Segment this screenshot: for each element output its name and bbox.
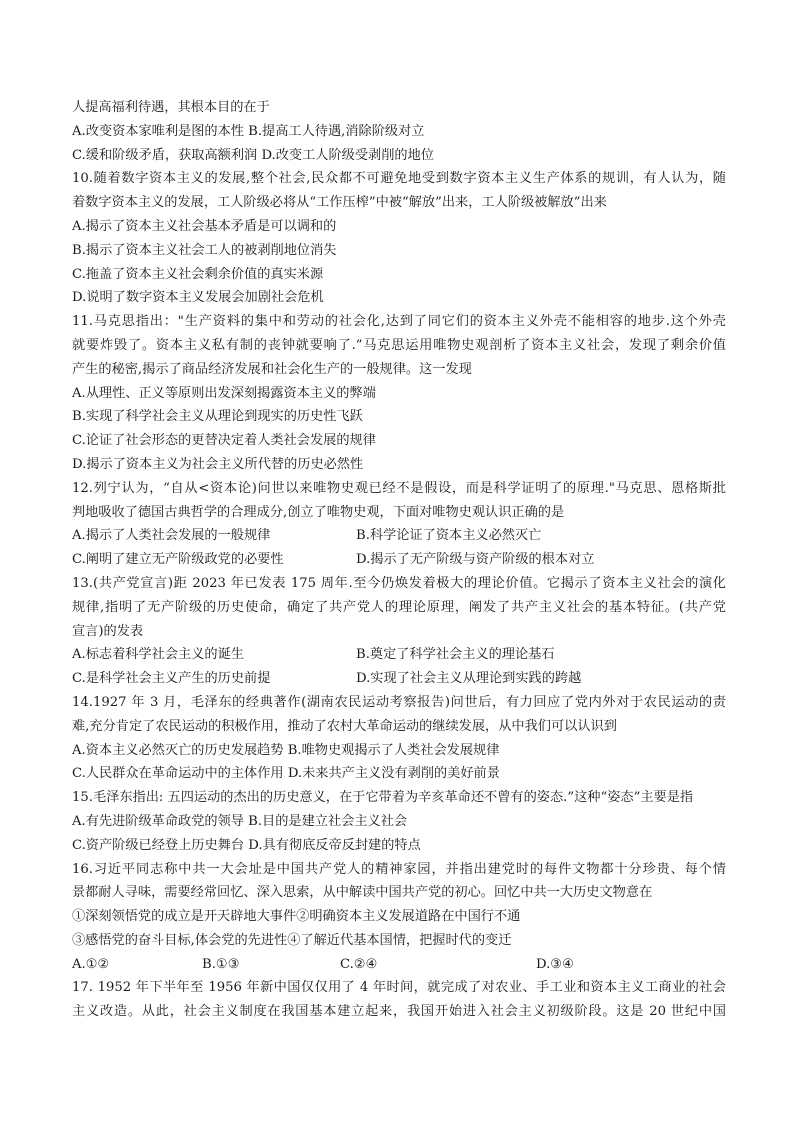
question-11-option-d: D.揭示了资本主义为社会主义所代替的历史必然性: [72, 456, 364, 472]
question-10-option-c: C.拖盖了资本主义社会剩余价值的真实米源: [72, 266, 324, 282]
question-11-stem: 就要炸毁了。资本主义私有制的丧钟就要响了.”马克思运用唯物史观剖析了资本主义社会，发现了剩余价值: [72, 337, 726, 353]
question-12-option-d: D.揭示了无产阶级与资产阶级的根本对立: [356, 552, 595, 568]
question-13-stem: 规律,指明了无产阶级的历史使命，确定了共产党人的理论原理，阐发了共产主义社会的基本特征。(共产党: [72, 599, 726, 615]
question-14-options-ab: A.资本主义必然灭亡的历史发展趋势 B.唯物史观揭示了人类社会发展规律: [72, 742, 500, 758]
question-14-stem: 14.1927 年 3 月，毛泽东的经典著作(湖南农民运动考察报告)问世后，有力回应了党内外对于农民运动的责: [72, 694, 726, 710]
question-16-stem: 16.习近平同志称中共一大会址是中国共产党人的精神家园，并指出建党时的每件文物都十分珍贵、每个情: [72, 861, 726, 877]
question-13-option-b: B.奠定了科学社会主义的理论基石: [356, 647, 555, 663]
question-12-stem: 判地吸收了德国古典哲学的合理成分,创立了唯物史观，下面对唯物史观认识正确的是: [72, 504, 565, 520]
question-12-option-b: B.科学论证了资本主义必然灭亡: [356, 528, 542, 544]
question-13-stem: 13.(共产党宣言)距 2023 年已发表 175 周年.至今仍焕发着极大的理论价值。它揭示了资本主义社会的演化: [72, 575, 726, 591]
question-11-stem: 11.马克思指出："生产资料的集中和劳动的社会化,达到了同它们的资本主义外壳不能相容的地步.这个外壳: [72, 314, 726, 330]
question-12-stem: 12.列宁认为，“自从<资本论)问世以来唯物史观已经不是假设，而是科学证明了的原理."马克思、恩格斯批: [72, 480, 726, 496]
question-15-stem: 15.毛泽东指出: 五四运动的杰出的历史意义，在于它带着为辛亥革命还不曾有的姿态.”这种“姿态”主要是指: [72, 790, 694, 806]
question-13-option-c: C.是科学社会主义产生的历史前提: [72, 671, 271, 687]
question-9-stem-tail: 人提高福利待遇，其根本目的在于: [72, 100, 270, 115]
question-11-option-a: A.从理性、正义等原则出发深刻揭露资本主义的弊端: [72, 385, 376, 401]
question-11-option-b: B.实现了科学社会主义从理论到现实的历史性飞跃: [72, 409, 363, 425]
question-12-option-a: A.揭示了人类社会发展的一般规律: [72, 528, 271, 544]
question-13-option-a: A.标志着科学社会主义的诞生: [72, 647, 244, 663]
question-13-option-d: D.实现了社会主义从理论到实践的跨越: [356, 671, 582, 687]
question-12-options-ab: [72, 524, 726, 548]
question-9-options-ab: A.改变资本家唯利是图的本性 B.提高工人待遇,消除阶级对立: [72, 123, 425, 139]
question-17-stem: 主义改造。从此，社会主义制度在我国基本建立起来，我国开始进入社会主义初级阶段。这是 20 世纪中国: [72, 1004, 726, 1020]
question-16-options: [72, 953, 726, 977]
question-15-options-cd: C.资产阶级已经登上历史舞台 D.具有彻底反帝反封建的特点: [72, 837, 421, 853]
question-17-stem: 17. 1952 年下半年至 1956 年新中国仅仅用了 4 年时间，就完成了对农业、手工业和资本主义工商业的社会: [72, 980, 726, 996]
question-16-items-34: ③感悟党的奋斗目标,体会党的先进性④了解近代基本国情，把握时代的变迁: [72, 932, 512, 948]
question-10-stem: 10.随着数字资本主义的发展,整个社会,民众都不可避免地受到数字资本主义生产体系的规训，有人认为，随: [72, 171, 726, 187]
question-13-stem: 宣言)的发表: [72, 623, 144, 639]
question-10-option-b: B.揭示了资本主义社会工人的被剥削地位消失: [72, 242, 337, 258]
question-9-options-cd: C.缓和阶级矛盾，获取高额利润 D.改变工人阶级受剥削的地位: [72, 147, 434, 163]
question-11-stem: 产生的秘密,揭示了商品经济发展和社会化生产的一般规律。这一发现: [72, 361, 472, 377]
question-15-options-ab: A.有先进阶级革命政党的领导 B.目的是建立社会主义社会: [72, 813, 408, 829]
question-14-options-cd: C.人民群众在革命运动中的主体作用 D.未来共产主义没有剥削的美好前景: [72, 766, 500, 782]
question-10-option-a: A.揭示了资本主义社会基本矛盾是可以调和的: [72, 218, 337, 234]
question-list: [72, 96, 726, 1024]
question-14-stem: 难,充分肯定了农民运动的积极作用，推动了农村大革命运动的继续发展，从中我们可以认识到: [72, 718, 617, 734]
question-16-stem: 景都耐人寻味，需要经常回忆、深入思索，从中解读中国共产党的初心。回忆中共一大历史文物意在: [72, 885, 653, 901]
question-16-option-a: A.①②: [72, 956, 110, 972]
question-16-items-12: ①深刻领悟党的成立是开天辟地大事件②明确资本主义发展道路在中国行不通: [72, 909, 521, 925]
question-11-option-c: C.论证了社会形态的更替决定着人类社会发展的规律: [72, 433, 376, 449]
question-16-option-c: C.②④: [340, 956, 378, 972]
question-12-option-c: C.阐明了建立无产阶级政党的必要性: [72, 552, 284, 568]
question-13-options-ab: [72, 643, 726, 667]
question-10-stem: 着数字资本主义的发展，工人阶级必将从“工作压榨”中被“解放”出来，工人阶级被解放”出来: [72, 195, 607, 211]
question-16-option-b: B.①③: [202, 956, 240, 972]
question-16-option-d: D.③④: [536, 956, 574, 972]
question-10-option-d: D.说明了数字资本主义发展会加剧社会危机: [72, 290, 324, 306]
question-12-options-cd: [72, 548, 726, 572]
question-13-options-cd: [72, 667, 726, 691]
